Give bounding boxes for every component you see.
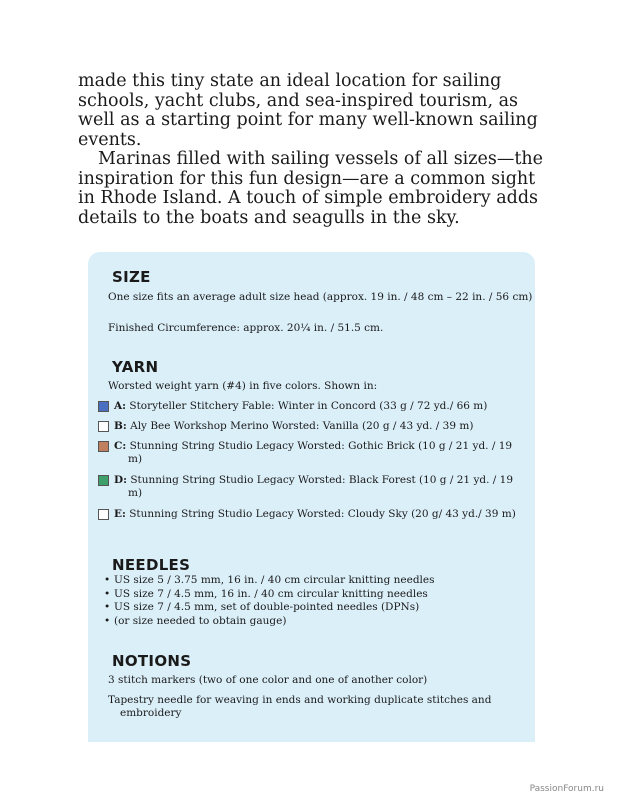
yarn-item-a <box>98 400 528 413</box>
yarn-item-e <box>98 508 528 521</box>
yarn-description: Stunning String Studio Legacy Worsted: Cloudy Sky (20 g/ 43 yd./ 39 m) <box>129 508 516 520</box>
intro-text <box>78 72 548 228</box>
yarn-letter: E: <box>114 508 126 520</box>
yarn-item-d <box>98 474 528 499</box>
watermark: PassionForum.ru <box>529 784 604 794</box>
notions-heading: NOTIONS <box>112 652 192 670</box>
needles-heading: NEEDLES <box>112 556 191 574</box>
yarn-letter: A: <box>114 400 127 412</box>
color-swatch-e <box>98 509 109 520</box>
yarn-letter: D: <box>114 474 127 486</box>
yarn-intro: Worsted weight yarn (#4) in five colors. Shown in: <box>108 380 378 392</box>
size-line-2: Finished Circumference: approx. 20¼ in. / 51.5 cm. <box>108 322 384 334</box>
intro-paragraph-2: Marinas filled with sailing vessels of all sizes—the inspiration for this fun design—are a common sight in Rhode Island. A touch of simple embroidery adds details to the boats and seagulls in the sky. <box>78 149 543 228</box>
list-item: • US size 7 / 4.5 mm, set of double-pointed needles (DPNs) <box>104 601 435 615</box>
yarn-description: Stunning String Studio Legacy Worsted: Gothic Brick (10 g / 21 yd. / 19 m) <box>128 440 513 465</box>
yarn-description: Aly Bee Workshop Merino Worsted: Vanilla (20 g / 43 yd. / 39 m) <box>130 420 474 432</box>
color-swatch-a <box>98 401 109 412</box>
list-item: • US size 7 / 4.5 mm, 16 in. / 40 cm circular knitting needles <box>104 588 435 602</box>
notions-line-1: 3 stitch markers (two of one color and one of another color) <box>108 674 428 686</box>
size-line-1: One size fits an average adult size head (approx. 19 in. / 48 cm – 22 in. / 56 cm) <box>108 291 533 303</box>
yarn-item-b <box>98 420 528 433</box>
yarn-description: Stunning String Studio Legacy Worsted: Black Forest (10 g / 21 yd. / 19 m) <box>128 474 514 499</box>
intro-paragraph-1: made this tiny state an ideal location for sailing schools, yacht clubs, and sea-inspired tourism, as well as a starting point for many well-known sailing events. <box>78 71 538 150</box>
yarn-description: Storyteller Stitchery Fable: Winter in Concord (33 g / 72 yd./ 66 m) <box>129 400 488 412</box>
color-swatch-b <box>98 421 109 432</box>
list-item: • (or size needed to obtain gauge) <box>104 615 435 629</box>
yarn-letter: C: <box>114 440 127 452</box>
needles-list <box>104 574 435 628</box>
color-swatch-c <box>98 441 109 452</box>
notions-line-2: Tapestry needle for weaving in ends and working duplicate stitches and embroidery <box>108 694 492 719</box>
list-item: • US size 5 / 3.75 mm, 16 in. / 40 cm circular knitting needles <box>104 574 435 588</box>
yarn-heading: YARN <box>112 358 159 376</box>
size-heading: SIZE <box>112 268 151 286</box>
color-swatch-d <box>98 475 109 486</box>
yarn-item-c <box>98 440 528 465</box>
yarn-letter: B: <box>114 420 127 432</box>
pattern-info-panel <box>88 252 535 742</box>
